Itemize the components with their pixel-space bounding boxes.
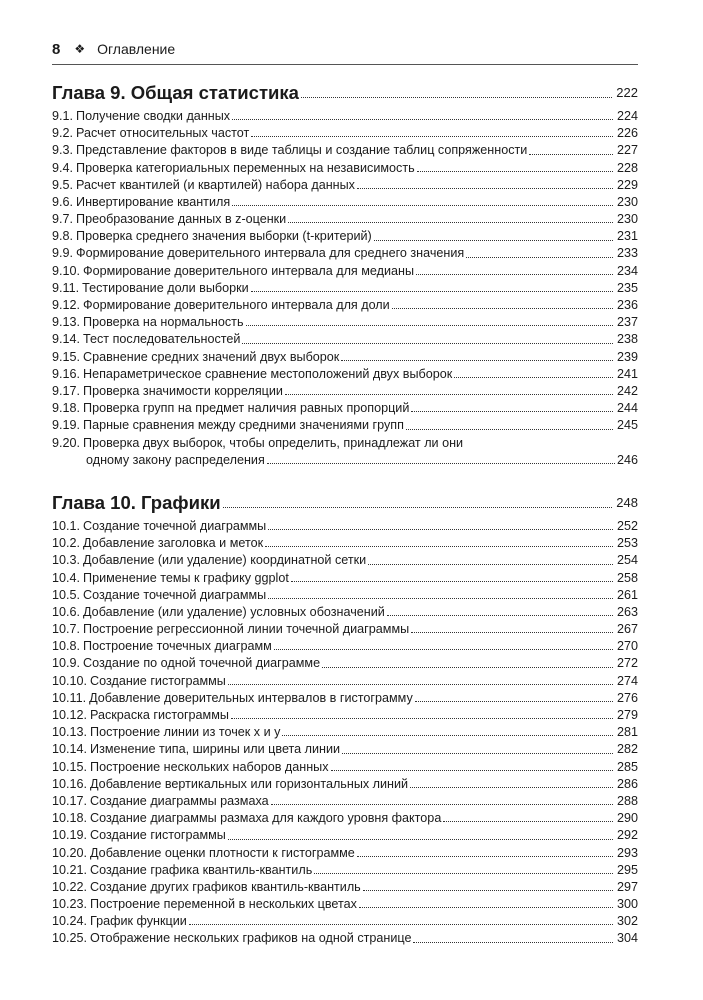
entry-page: 290: [616, 811, 638, 826]
entry-number: 10.4.: [52, 570, 81, 585]
entry-label: Построение точечных диаграмм: [83, 639, 272, 654]
entry-page: 236: [616, 298, 638, 313]
dot-leader: [413, 942, 613, 943]
entry-page: 297: [616, 879, 638, 894]
dot-leader: [291, 581, 613, 582]
entry-number: 9.3.: [52, 143, 74, 158]
entry-number: 9.5.: [52, 177, 74, 192]
dot-leader: [189, 924, 613, 925]
entry-number: 9.7.: [52, 212, 74, 227]
entry-number: 9.8.: [52, 229, 74, 244]
entry-page: 300: [616, 897, 638, 912]
chapter-heading[interactable]: [52, 493, 638, 513]
toc-entry[interactable]: [52, 724, 638, 741]
entry-label: Проверка категориальных переменных на независимость: [76, 160, 415, 175]
entry-label: График функции: [90, 914, 187, 929]
entry-label: Формирование доверительного интервала для среднего значения: [76, 246, 465, 261]
entry-number: 9.13.: [52, 315, 81, 330]
toc-entry[interactable]: [52, 896, 638, 913]
entry-page: 226: [616, 126, 638, 141]
entry-number: 10.12.: [52, 708, 88, 723]
toc-entry[interactable]: [52, 621, 638, 638]
dot-leader: [363, 890, 613, 891]
toc-entry[interactable]: [52, 913, 638, 930]
entry-number: 10.22.: [52, 879, 88, 894]
entry-label: Изменение типа, ширины или цвета линии: [90, 742, 341, 757]
dot-leader: [231, 718, 613, 719]
entry-number: 10.2.: [52, 536, 81, 551]
entry-label: Преобразование данных в z-оценки: [76, 212, 287, 227]
entry-number: 10.23.: [52, 897, 88, 912]
entry-number: 10.19.: [52, 828, 88, 843]
entry-number: 10.17.: [52, 793, 88, 808]
dot-leader: [411, 411, 613, 412]
toc-entry[interactable]: [52, 211, 638, 228]
entry-number: 10.10.: [52, 673, 88, 688]
entry-page: 241: [616, 366, 638, 381]
entry-number: 10.11.: [52, 690, 87, 705]
entry-page: 288: [616, 793, 638, 808]
entry-page: 244: [616, 401, 638, 416]
dot-leader: [314, 873, 613, 874]
dot-leader: [359, 907, 613, 908]
dot-leader: [268, 529, 613, 530]
toc-entry[interactable]: [52, 879, 638, 896]
entry-number: 9.10.: [52, 263, 81, 278]
toc-entry[interactable]: [52, 280, 638, 297]
toc-entry[interactable]: [52, 638, 638, 655]
entry-number: 9.16.: [52, 366, 81, 381]
dot-leader: [415, 701, 613, 702]
entry-label: Добавление вертикальных или горизонтальных линий: [90, 776, 409, 791]
entry-number: 9.17.: [52, 383, 81, 398]
dot-leader: [288, 222, 613, 223]
toc-entry[interactable]: [52, 194, 638, 211]
entry-number: 9.12.: [52, 298, 81, 313]
toc-entry[interactable]: [52, 160, 638, 177]
entry-page: 228: [616, 160, 638, 175]
entry-page: 237: [616, 315, 638, 330]
chapter-entries: [52, 518, 638, 948]
entry-page: 304: [616, 931, 638, 946]
entry-label: Тест последовательностей: [83, 332, 241, 347]
chapter-title: Глава 10. Графики: [52, 491, 221, 513]
dot-leader: [331, 770, 613, 771]
dot-leader: [374, 240, 613, 241]
entry-label: Проверка среднего значения выборки (t-критерий): [76, 229, 372, 244]
toc-entry[interactable]: [52, 314, 638, 331]
toc-entry[interactable]: [52, 793, 638, 810]
dot-leader: [267, 463, 615, 464]
entry-page: 276: [616, 690, 638, 705]
entry-number: 9.6.: [52, 194, 74, 209]
dot-leader: [268, 598, 613, 599]
entry-label: Создание графика квантиль-квантиль: [90, 862, 313, 877]
entry-label: Построение переменной в нескольких цветах: [90, 897, 357, 912]
entry-label: Создание диаграммы размаха для каждого уровня фактора: [90, 811, 442, 826]
dot-leader: [368, 564, 613, 565]
dot-leader: [271, 804, 613, 805]
toc-entry[interactable]: [52, 125, 638, 142]
entry-page: 281: [616, 725, 638, 740]
chapter-page: 222: [616, 85, 638, 100]
entry-page: 286: [616, 776, 638, 791]
entry-number: 10.20.: [52, 845, 88, 860]
entry-number: 9.9.: [52, 246, 74, 261]
dot-leader: [223, 507, 613, 508]
toc-entry[interactable]: [52, 417, 638, 434]
toc-entry[interactable]: [52, 349, 638, 366]
dot-leader: [282, 735, 613, 736]
page-number: 8: [52, 40, 61, 58]
entry-page: 235: [616, 280, 638, 295]
entry-number: 10.13.: [52, 725, 88, 740]
toc-entry[interactable]: [52, 535, 638, 552]
dot-leader: [341, 360, 613, 361]
entry-label: Создание гистограммы: [90, 673, 226, 688]
toc-entry[interactable]: [52, 383, 638, 400]
entry-page: 274: [616, 673, 638, 688]
toc-entry[interactable]: [52, 673, 638, 690]
dot-leader: [322, 667, 613, 668]
dot-leader: [228, 684, 613, 685]
entry-label: Создание других графиков квантиль-квантиль: [90, 879, 361, 894]
entry-page: 285: [616, 759, 638, 774]
entry-page: 234: [616, 263, 638, 278]
entry-page: 272: [616, 656, 638, 671]
entry-number: 10.9.: [52, 656, 81, 671]
toc-page: [52, 38, 638, 948]
toc-entry[interactable]: [52, 862, 638, 879]
entry-page: 295: [616, 862, 638, 877]
toc-entry[interactable]: [52, 108, 638, 125]
entry-label: Построение линии из точек x и y: [90, 725, 281, 740]
entry-label: Создание точечной диаграммы: [83, 518, 267, 533]
entry-page: 263: [616, 604, 638, 619]
chapter-entries: [52, 108, 638, 435]
dot-leader: [357, 856, 613, 857]
chapter-heading[interactable]: [52, 83, 638, 103]
toc-entry[interactable]: [52, 263, 638, 280]
dot-leader: [443, 821, 613, 822]
dot-leader: [387, 615, 613, 616]
entry-page: 246: [616, 452, 638, 467]
dot-leader: [285, 394, 613, 395]
entry-page: 233: [616, 246, 638, 261]
toc-entry[interactable]: [52, 741, 638, 758]
entry-label: Тестирование доли выборки: [82, 280, 249, 295]
toc-entry[interactable]: [52, 604, 638, 621]
entry-page: 261: [616, 587, 638, 602]
entry-page: 267: [616, 622, 638, 637]
entry-page: 302: [616, 914, 638, 929]
entry-number: 10.5.: [52, 587, 81, 602]
chapter-title: Глава 9. Общая статистика: [52, 82, 299, 103]
dot-leader: [410, 787, 613, 788]
entry-page: 227: [616, 143, 638, 158]
entry-label: Расчет квантилей (и квартилей) набора данных: [76, 177, 355, 192]
entry-label: Проверка на нормальность: [83, 315, 244, 330]
entry-number: 9.20.: [52, 435, 81, 450]
toc-entry[interactable]: [52, 776, 638, 793]
toc-entry[interactable]: [52, 759, 638, 776]
entry-label: Добавление (или удаление) условных обозначений: [83, 604, 385, 619]
entry-label: Отображение нескольких графиков на одной странице: [90, 931, 412, 946]
dot-leader: [246, 325, 613, 326]
entry-number: 9.11.: [52, 280, 80, 295]
toc-entry[interactable]: [52, 518, 638, 535]
entry-label: Непараметрическое сравнение местоположений двух выборок: [83, 366, 453, 381]
toc-entry[interactable]: [52, 366, 638, 383]
chapter-page: 248: [616, 494, 638, 510]
toc-entry[interactable]: [52, 587, 638, 604]
entry-label: Добавление доверительных интервалов в гистограмму: [89, 690, 413, 705]
toc-entry[interactable]: [52, 177, 638, 194]
entry-label: Создание точечной диаграммы: [83, 587, 267, 602]
toc-entry[interactable]: [52, 707, 638, 724]
entry-number: 10.15.: [52, 759, 88, 774]
dot-leader: [454, 377, 613, 378]
toc-entry[interactable]: [52, 570, 638, 587]
toc-entry[interactable]: [52, 435, 638, 469]
entry-page: 258: [616, 570, 638, 585]
dot-leader: [411, 632, 613, 633]
toc-entry[interactable]: [52, 142, 638, 159]
toc-entry[interactable]: [52, 297, 638, 314]
entry-page: 230: [616, 212, 638, 227]
toc-entry[interactable]: [52, 228, 638, 245]
dot-leader: [466, 257, 613, 258]
entry-label-continued: одному закону распределения: [86, 452, 265, 467]
dot-leader: [357, 188, 613, 189]
entry-label: Построение нескольких наборов данных: [90, 759, 329, 774]
toc-entry[interactable]: [52, 246, 638, 263]
entry-label: Проверка групп на предмет наличия равных пропорций: [83, 401, 410, 416]
dot-leader: [392, 308, 613, 309]
entry-number: 10.8.: [52, 639, 81, 654]
entry-label: Добавление заголовка и меток: [83, 536, 264, 551]
entry-page: 293: [616, 845, 638, 860]
entry-label: Создание по одной точечной диаграмме: [83, 656, 321, 671]
dot-leader: [301, 97, 612, 98]
entry-label: Проверка двух выборок, чтобы определить, принадлежат ли они: [83, 435, 464, 450]
entry-number: 9.14.: [52, 332, 81, 347]
entry-label: Расчет относительных частот: [76, 126, 250, 141]
entry-label: Добавление оценки плотности к гистограмме: [90, 845, 355, 860]
entry-page: 242: [616, 383, 638, 398]
dot-leader: [251, 136, 613, 137]
dot-leader: [232, 119, 613, 120]
entry-number: 10.3.: [52, 553, 81, 568]
entry-page: 231: [616, 229, 638, 244]
header-divider: [52, 64, 638, 65]
dot-leader: [232, 205, 613, 206]
toc-entry[interactable]: [52, 400, 638, 417]
entry-label: Представление факторов в виде таблицы и создание таблиц сопряженности: [76, 143, 528, 158]
entry-label: Получение сводки данных: [76, 108, 231, 123]
entry-label: Парные сравнения между средними значениями групп: [83, 418, 404, 433]
entry-number: 10.1.: [52, 518, 81, 533]
dot-leader: [416, 274, 613, 275]
toc-entry[interactable]: [52, 331, 638, 348]
entry-number: 9.18.: [52, 401, 81, 416]
toc-entry[interactable]: [52, 655, 638, 672]
entry-number: 10.18.: [52, 811, 88, 826]
entry-label: Сравнение средних значений двух выборок: [83, 349, 340, 364]
entry-page: 252: [616, 518, 638, 533]
entry-number: 9.19.: [52, 418, 81, 433]
entry-number: 9.4.: [52, 160, 74, 175]
entry-number: 10.21.: [52, 862, 88, 877]
entry-page: 239: [616, 349, 638, 364]
entry-page: 279: [616, 708, 638, 723]
toc-entry[interactable]: [52, 552, 638, 569]
entry-label: Формирование доверительного интервала для доли: [83, 298, 390, 313]
dot-leader: [274, 649, 613, 650]
ornament-icon: ❖: [74, 42, 86, 56]
dot-leader: [265, 546, 613, 547]
entry-label: Применение темы к графику ggplot: [83, 570, 289, 585]
entry-number: 10.16.: [52, 776, 88, 791]
toc-entry[interactable]: [52, 827, 638, 844]
entry-number: 10.25.: [52, 931, 88, 946]
entry-page: 292: [616, 828, 638, 843]
entry-number: 10.14.: [52, 742, 88, 757]
dot-leader: [342, 753, 613, 754]
entry-label: Добавление (или удаление) координатной сетки: [83, 553, 367, 568]
entry-page: 230: [616, 194, 638, 209]
entry-page: 253: [616, 536, 638, 551]
toc-entry[interactable]: [52, 690, 638, 707]
entry-label: Формирование доверительного интервала для медианы: [83, 263, 415, 278]
entry-label: Инвертирование квантиля: [76, 194, 231, 209]
toc-entry[interactable]: [52, 930, 638, 947]
toc-entry[interactable]: [52, 845, 638, 862]
entry-page: 238: [616, 332, 638, 347]
dot-leader: [242, 343, 613, 344]
dot-leader: [529, 154, 613, 155]
entry-page: 224: [616, 108, 638, 123]
entry-page: 229: [616, 177, 638, 192]
dot-leader: [228, 839, 613, 840]
entry-number: 9.15.: [52, 349, 81, 364]
entry-label: Проверка значимости корреляции: [83, 383, 283, 398]
section-title: Оглавление: [97, 41, 176, 57]
entry-label: Построение регрессионной линии точечной диаграммы: [83, 622, 410, 637]
entry-label: Создание гистограммы: [90, 828, 226, 843]
entry-label: Раскраска гистограммы: [90, 708, 229, 723]
entry-number: 9.1.: [52, 108, 74, 123]
running-header: [52, 38, 638, 60]
dot-leader: [417, 171, 613, 172]
toc-entry[interactable]: [52, 810, 638, 827]
dot-leader: [251, 291, 613, 292]
entry-page: 270: [616, 639, 638, 654]
entry-label: Создание диаграммы размаха: [90, 793, 269, 808]
entry-number: 10.24.: [52, 914, 88, 929]
entry-number: 10.6.: [52, 604, 81, 619]
entry-number: 10.7.: [52, 622, 81, 637]
dot-leader: [406, 429, 613, 430]
entry-page: 254: [616, 553, 638, 568]
entry-page: 245: [616, 418, 638, 433]
entry-page: 282: [616, 742, 638, 757]
entry-number: 9.2.: [52, 126, 74, 141]
